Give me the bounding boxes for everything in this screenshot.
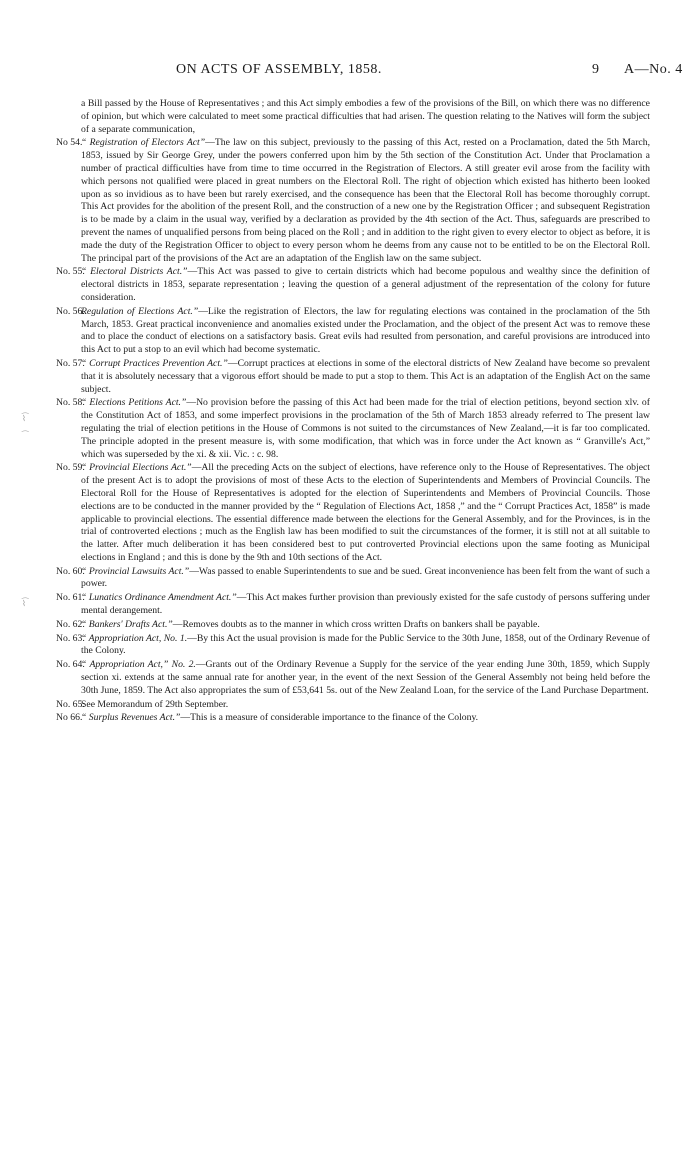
act-description: —No provision before the passing of this Act had been made for the trial of election petitions, beyond section xlv. of the Constitution Act of 1853, and some imperfect provisions in the proclamation of the 5th of March 1853 already referred to The present law regulating the trial of election petitions in the House of Commons is not suited to the circumstances of New Zealand,—it is far too complicated. The principle adopted in the present measure is, with some modification, that which was in force under the Act known as “ Granville's Act,” which was superseded by the xi. & xii. Vic. : c. 98. <box>81 397 651 460</box>
act-description: —Corrupt practices at elections in some of the electoral districts of New Zealand have become so prevalent that it is absolutely necessary that a vigorous effort should be made to put a stop to them. This Act is an adaptation of the English Act on the same subject. <box>81 357 650 395</box>
act-title: “ Appropriation Act, No. 1. <box>81 632 188 644</box>
act-description: —The law on this subject, previously to the passing of this Act, rested on a Proclamation, dated the 5th March, 1853, issued by Sir George Grey, under the powers conferred upon him by the 5th section of the Constitution Act. Under that Proclamation a number of practical difficulties have from time to time occurred in the Registration of Electors. A still greater evil arose from the facility with which persons not qualified were placed in great numbers on the Electoral Roll. The right of objection which existed has hitherto been looked upon as so invidious as to have been but rarely exercised, and the consequence has been that the Electoral Roll has become thoroughly corrupt. This Act provides for the abolition of the present Roll, and the construction of a new one by the Registration Officer ; and subsequent Registration is to be made by a claim in the usual way, verified by a declaration as provided by the 4th section of the Act. Thus, safeguards are prescribed to prevent the names of unqualified persons from being placed on the Roll ; and in addition to the right given to every elector to object as before, it is made the duty of the Registration Officer to object to every person whom he deems from any cause not to be entitled to be on the Electoral Roll. The principal part of the provisions of the Act are an adaptation of the English law on the same subject. <box>81 137 650 264</box>
act-list <box>56 137 650 725</box>
act-number: No. 62. <box>56 618 85 630</box>
act-entry <box>56 592 650 618</box>
act-entry <box>56 619 650 632</box>
act-number: No. 60. <box>56 565 85 577</box>
act-title: “ Bankers' Drafts Act.” <box>81 618 173 630</box>
act-description: —By this Act the usual provision is made for the Public Service to the 30th June, 1858, out of the Ordinary Revenue of the Colony. <box>81 632 650 657</box>
margin-annotation: ⁔ ⌇ ⁔ <box>22 405 29 432</box>
act-entry <box>56 306 650 357</box>
act-entry <box>56 462 650 564</box>
act-description: See Memorandum of 29th September. <box>81 698 229 710</box>
act-entry <box>56 712 650 725</box>
act-entry <box>56 358 650 396</box>
act-title: “ Electoral Districts Act.” <box>81 266 188 278</box>
act-title: “ Elections Petitions Act.” <box>81 397 187 409</box>
act-title: “ Registration of Electors Act” <box>81 137 206 149</box>
act-number: No. 65. <box>56 698 85 710</box>
act-number: No 66. <box>56 712 83 724</box>
document-body <box>56 98 650 726</box>
act-description: —Grants out of the Ordinary Revenue a Supply for the service of the year ending June 30th, 1859, which Supply section xi. extends at the same annual rate for another year, in the event of the next Session of the General Assembly not being held before the 30th June, 1859. The Act also appropriates the sum of £53,641 5s. out of the New Zealand Loan, for the service of the Land Purchase Department. <box>81 659 650 696</box>
act-description: —This Act was passed to give to certain districts which had become populous and wealthy since the definition of electoral districts in 1853, separate representation ; leaving the question of a general adjustment of the representation of the colony for future consideration. <box>81 266 650 303</box>
act-description: —This is a measure of considerable importance to the finance of the Colony. <box>180 712 479 724</box>
act-description: —Removes doubts as to the manner in which cross written Drafts on bankers shall be payable. <box>172 618 540 630</box>
document-reference: A—No. 4 <box>624 62 683 77</box>
act-number: No 54. <box>56 137 83 149</box>
act-entry <box>56 659 650 697</box>
running-title: ON ACTS OF ASSEMBLY, 1858. <box>176 62 382 77</box>
act-description: —This Act makes further provision than previously existed for the safe custody of persons suffering under mental derangement. <box>81 592 650 617</box>
act-title: “ Corrupt Practices Prevention Act.” <box>81 357 228 369</box>
act-title: Regulation of Elections Act.” <box>81 305 199 317</box>
intro-paragraph: a Bill passed by the House of Representatives ; and this Act simply embodies a few of the provisions of the Bill, on which there was no difference of opinion, but which were calculated to meet some practical difficulties that had arisen. The question relating to the Natives will form the subject of a separate communication, <box>81 98 650 135</box>
act-number: No. 58. <box>56 397 85 409</box>
act-entry <box>56 566 650 592</box>
act-entry <box>56 633 650 659</box>
act-title: “ Surplus Revenues Act.” <box>81 712 181 724</box>
act-number: No. 57. <box>56 357 85 369</box>
act-entry <box>56 137 650 265</box>
act-number: No. 61. <box>56 592 85 604</box>
act-title: “ Lunatics Ordinance Amendment Act.” <box>81 592 237 604</box>
act-number: No. 56. <box>56 305 85 317</box>
act-entry <box>56 699 650 712</box>
page-number: 9 <box>592 62 600 77</box>
margin-annotation: ⁔ ⌇ <box>22 590 29 608</box>
act-title: “ Provincial Lawsuits Act.” <box>81 565 190 577</box>
act-number: No. 59. <box>56 462 85 474</box>
act-number: No. 55. <box>56 266 85 278</box>
act-description: —All the preceding Acts on the subject of elections, have reference only to the House of Representatives. The object of the present Act is to adopt the provisions of most of these Acts to the election of Superintendents and Members of Provincial Councils. The Electoral Roll for the House of Representatives is adopted for the election of Superintendents and Members of Provincial Councils. Those elections are to be conducted in the manner provided by the “ Regulation of Elections Act, 1858 ,” and the “ Corrupt Practices Act, 1858” is made applicable to provincial elections. The essential difference made between the elections for the General Assembly, and for the Provinces, is in the trial of controverted elections ; much as the English law has been modified to suit the circumstances of the former, it is still not at all suitable to the latter. After much deliberation it has been considered best to put controverted Provincial elections upon the same footing as Municipal elections in England ; and this is done by the 9th and 10th sections of the Act. <box>81 462 650 563</box>
act-number: No. 64. <box>56 659 85 671</box>
act-entry <box>56 266 650 304</box>
act-entry <box>56 397 650 461</box>
act-number: No. 63. <box>56 632 85 644</box>
act-title: “ Appropriation Act,” No. 2. <box>81 659 196 671</box>
act-description: —Like the registration of Electors, the law for regulating elections was contained in the proclamation of the 5th March, 1853. Great practical inconvenience and anomalies existed under the Proclamation, and the object of the present Act was to remove these and to place the conduct of elections on a satisfactory basis. Great evils had resulted from personation, and careful provisions are introduced into this Act to put a stop to an evil which had become systematic. <box>81 305 650 356</box>
act-description: —Was passed to enable Superintendents to sue and be sued. Great inconvenience has been felt from the want of such a power. <box>81 565 650 590</box>
act-title: “ Provincial Elections Act.” <box>81 462 192 474</box>
